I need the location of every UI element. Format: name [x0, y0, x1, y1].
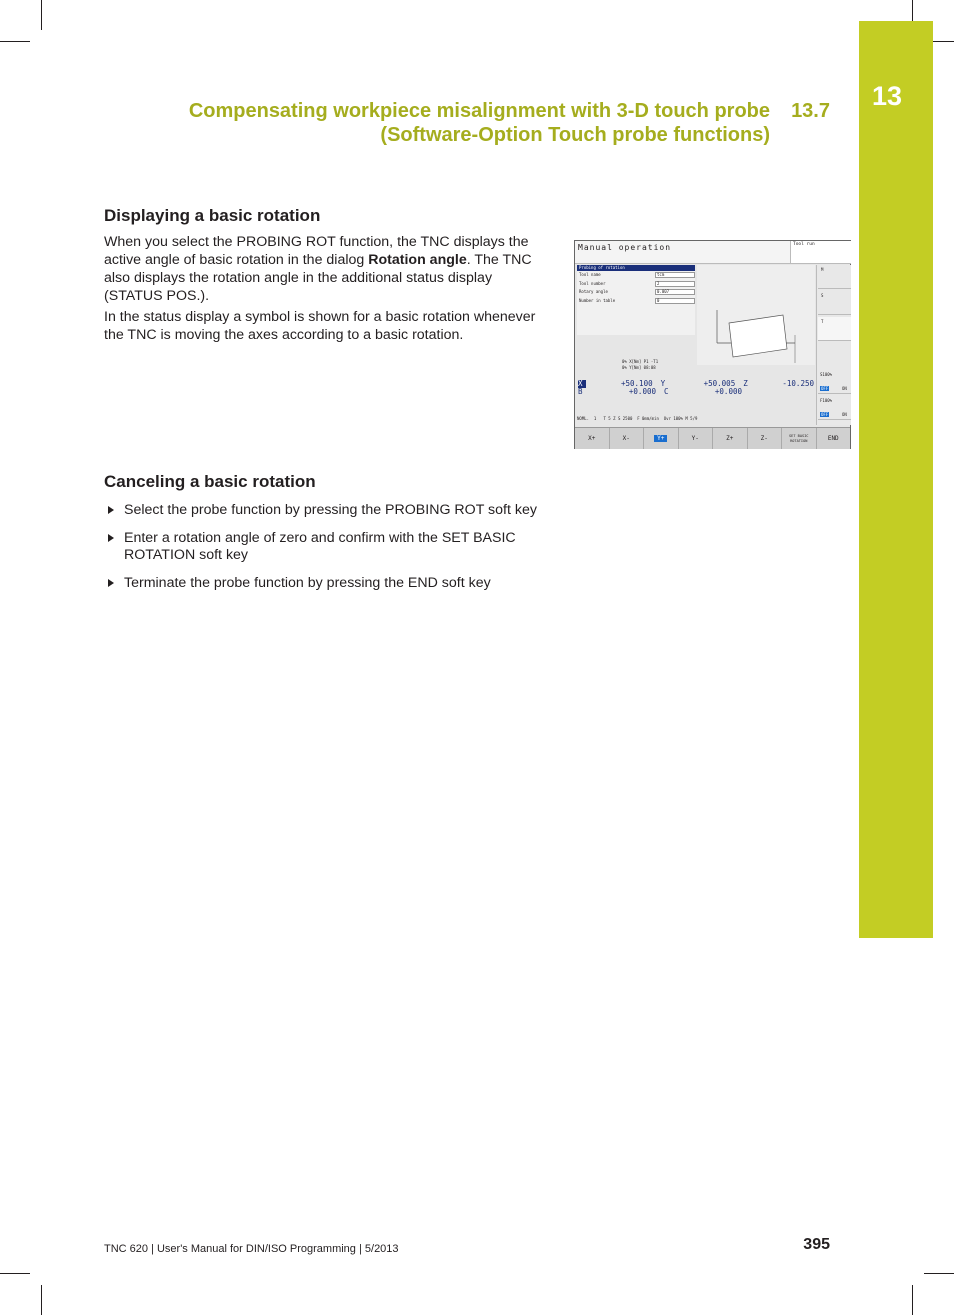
axis-label: Y	[660, 379, 666, 388]
axis-value: +50.005	[703, 379, 736, 388]
side-m-box	[818, 265, 851, 289]
softkey-z-plus[interactable]	[713, 428, 748, 449]
position-display	[578, 380, 814, 396]
footer-text: TNC 620 | User's Manual for DIN/ISO Programming | 5/2013	[104, 1243, 399, 1255]
step-text: Terminate the probe function by pressing the END soft key	[124, 574, 491, 591]
triangle-bullet-icon	[108, 579, 114, 587]
crop-mark	[41, 0, 42, 30]
list-item	[104, 502, 544, 520]
crop-mark	[41, 1285, 42, 1315]
dialog-row	[577, 271, 695, 280]
side-t-box	[818, 317, 851, 341]
axis-value: +0.000	[628, 387, 656, 396]
step-text: Select the probe function by pressing the PROBING ROT soft key	[124, 502, 537, 518]
history-line: 0% Y[Nm] 08:08	[622, 365, 656, 370]
status-line: NOML. 1 T 5 Z S 2500 F 0mm/min Ovr 100% M 5/9	[577, 416, 698, 421]
history-line: 0% X[Nm] P1 -T1	[622, 359, 659, 364]
step-text: Enter a rotation angle of zero and confirm with the SET BASIC ROTATION soft key	[124, 529, 516, 563]
screen-mode: Tool run	[790, 241, 851, 264]
softkey-label: Y+	[654, 435, 667, 442]
screen-title: Manual operation	[575, 241, 790, 264]
off-badge: OFF	[821, 412, 829, 417]
softkey-label: SET BASIC ROTATION	[789, 434, 809, 443]
side-m-label: M	[821, 267, 824, 272]
side-status-panel	[816, 265, 851, 425]
softkey-y-plus[interactable]	[644, 428, 679, 449]
softkey-label: X-	[622, 435, 630, 442]
rotation-graphic	[697, 265, 815, 365]
softkey-label: END	[827, 435, 839, 442]
spindle-override: S100%	[820, 372, 833, 377]
softkey-label: Z-	[760, 435, 768, 442]
tnc-screenshot	[574, 240, 851, 449]
dialog-row	[577, 288, 695, 297]
dialog-heading: Probing of rotation	[577, 265, 695, 271]
position-row	[578, 388, 814, 396]
side-spindle-box	[818, 370, 851, 394]
crop-mark	[0, 41, 30, 42]
dialog-value[interactable]: 2	[655, 281, 695, 287]
softkey-bar	[575, 427, 850, 449]
axis-label: B	[578, 387, 583, 396]
header-section-number: 13.7	[791, 100, 830, 122]
off-badge: OFF	[821, 386, 829, 391]
dialog-label: Tool number	[579, 280, 606, 286]
paragraph-1-text-b: . The TNC also displays the rotation angle in the additional status display (STATUS POS.).	[104, 252, 532, 304]
list-item	[104, 575, 544, 593]
rotated-workpiece-icon	[697, 265, 815, 365]
softkey-label: Y-	[691, 435, 699, 442]
softkey-label: X+	[588, 435, 596, 442]
axis-label: Z	[743, 379, 748, 388]
page-number: 395	[803, 1236, 830, 1253]
paragraph-1	[104, 233, 549, 305]
axis-value: +50.100	[621, 379, 653, 388]
chapter-tab	[859, 21, 933, 938]
step-list	[104, 502, 544, 602]
softkey-set-basic-rotation[interactable]	[782, 428, 817, 449]
dialog-row	[577, 280, 695, 289]
triangle-bullet-icon	[108, 506, 114, 514]
running-header	[100, 99, 830, 147]
axis-value: +0.000	[714, 387, 742, 396]
dialog-row	[577, 297, 695, 306]
paragraph-2: In the status display a symbol is shown for a basic rotation whenever the TNC is moving the axes according to a basic rotation.	[104, 309, 536, 343]
axis-value: -10.250	[782, 379, 814, 388]
header-title-line2: (Software-Option Touch probe functions)	[380, 124, 770, 146]
header-title-line1: Compensating workpiece misalignment with 3-D touch probe	[188, 100, 770, 122]
triangle-bullet-icon	[108, 534, 114, 542]
position-row	[578, 380, 814, 388]
softkey-x-minus[interactable]	[610, 428, 645, 449]
crop-mark	[912, 1285, 913, 1315]
side-t-label: T	[821, 319, 824, 324]
dialog-value[interactable]: 0.007	[655, 289, 695, 295]
feed-override: F100%	[820, 398, 833, 403]
dialog-label: Tool name	[579, 272, 601, 277]
probing-dialog	[577, 265, 695, 335]
chapter-number: 13	[871, 81, 903, 111]
history-lines	[577, 359, 815, 371]
section-heading-canceling: Canceling a basic rotation	[104, 472, 316, 491]
side-feed-box	[818, 396, 851, 420]
paragraph-1-bold: Rotation angle	[368, 252, 467, 268]
dialog-label: Number in table	[579, 297, 616, 303]
softkey-label: Z+	[726, 435, 734, 442]
axis-label: X	[578, 380, 586, 388]
on-badge: ON	[842, 412, 847, 417]
side-s-box	[818, 291, 851, 315]
section-heading-displaying: Displaying a basic rotation	[104, 206, 321, 225]
dialog-value[interactable]: tcm	[655, 272, 695, 278]
crop-mark	[924, 1273, 954, 1274]
list-item	[104, 530, 544, 565]
dialog-value[interactable]: 0	[655, 298, 695, 304]
dialog-label: Rotary angle	[579, 289, 608, 294]
side-s-label: S	[821, 293, 824, 298]
crop-mark	[0, 1273, 30, 1274]
softkey-z-minus[interactable]	[748, 428, 783, 449]
axis-label: C	[664, 387, 669, 396]
softkey-x-plus[interactable]	[575, 428, 610, 449]
on-badge: ON	[842, 386, 847, 391]
softkey-end[interactable]	[817, 428, 851, 449]
softkey-y-minus[interactable]	[679, 428, 714, 449]
paragraph-1-text-a: When you select the PROBING ROT function, the TNC displays the active angle of basic rotation in the dialog	[104, 234, 529, 268]
